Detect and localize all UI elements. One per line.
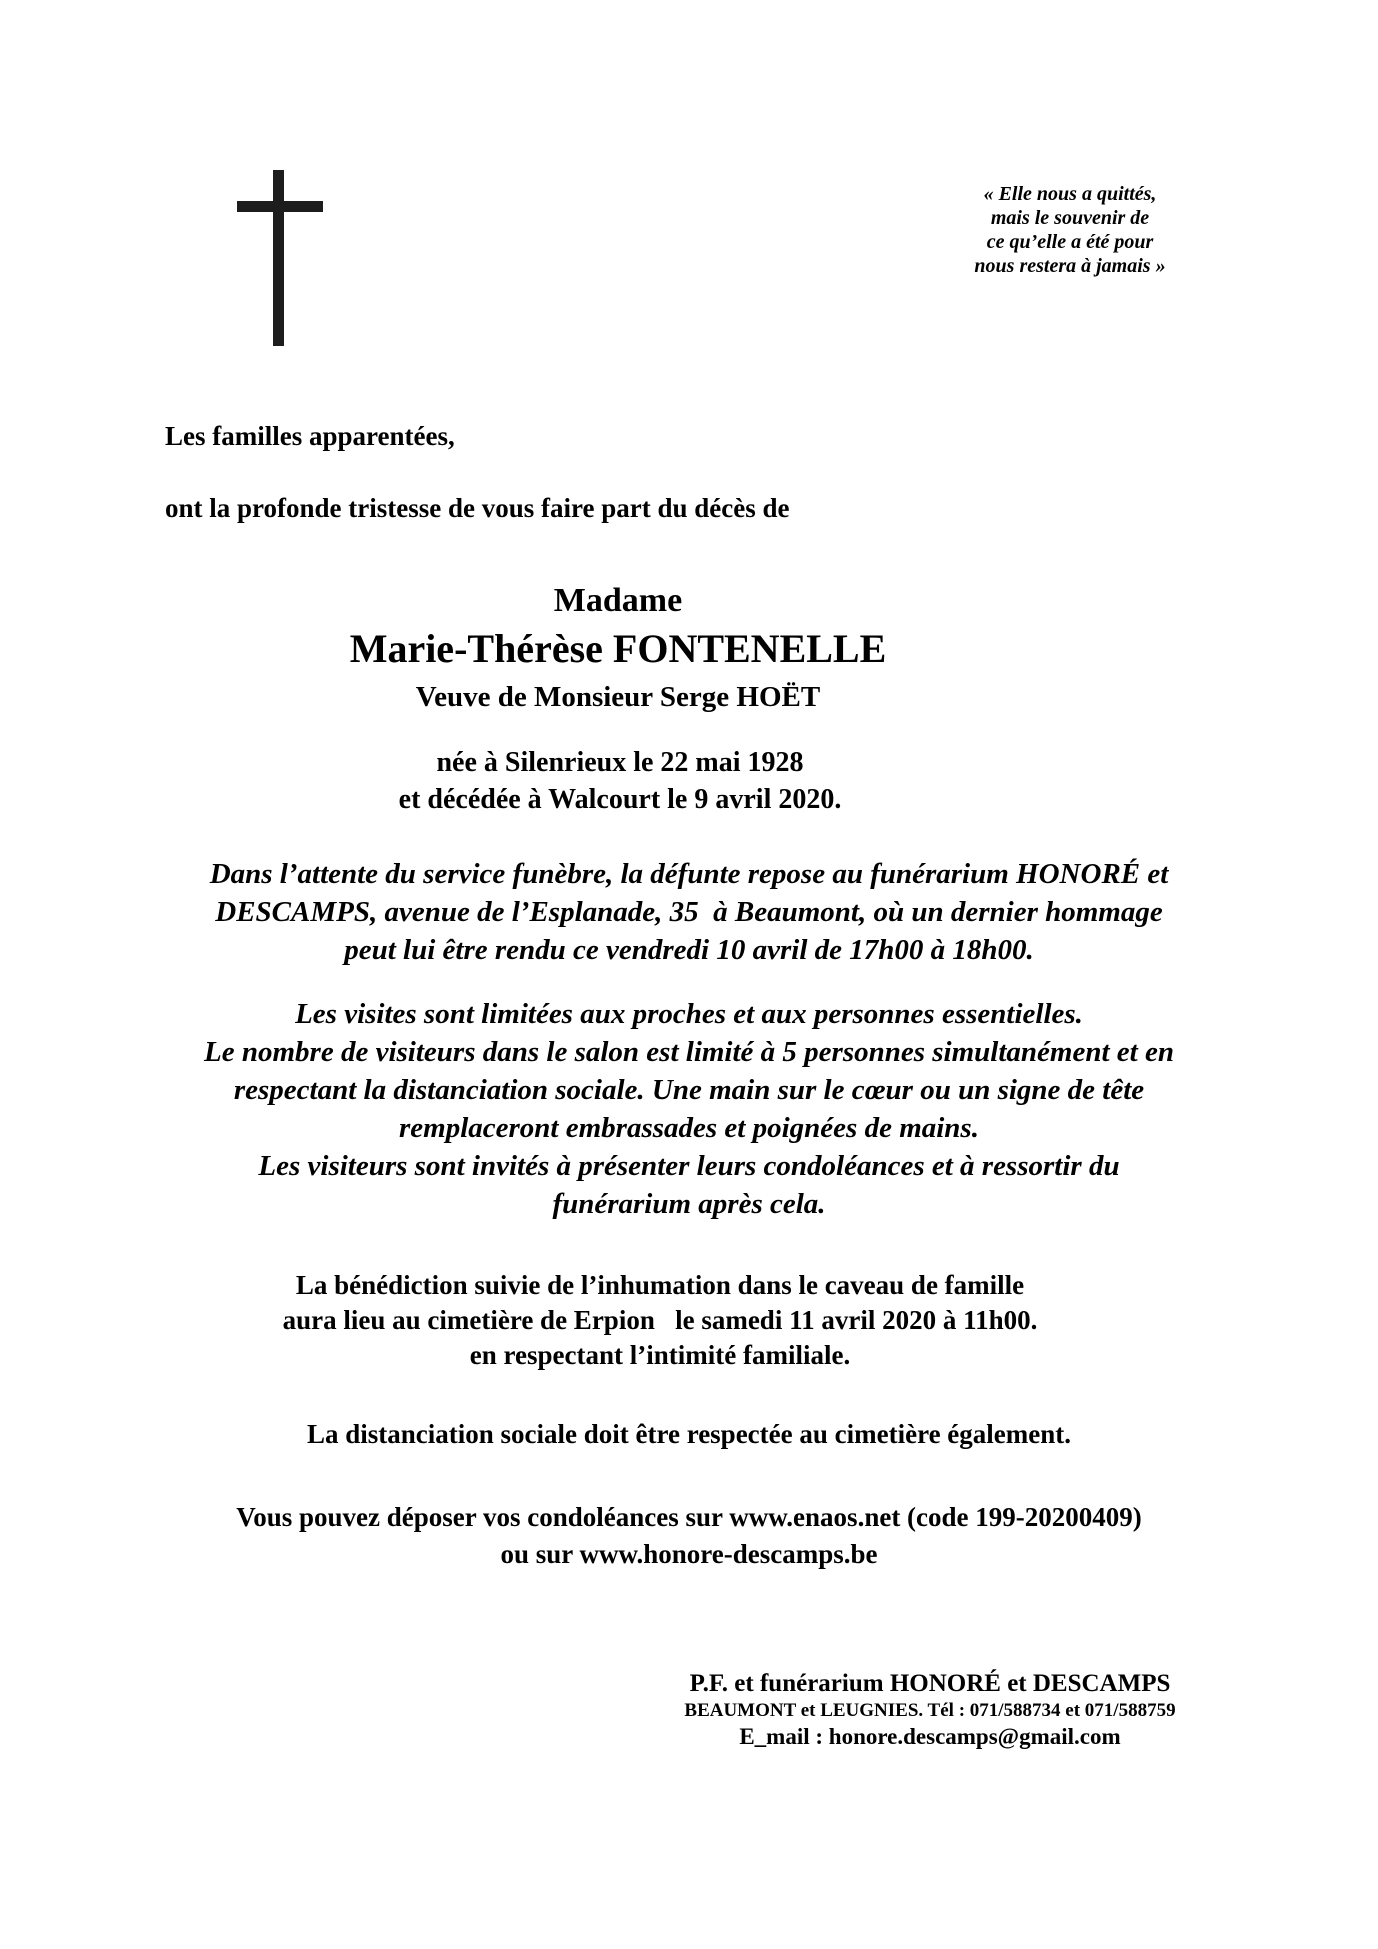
funeral-home-footer: [560, 1668, 1300, 1751]
funerarium-notice: [0, 855, 1378, 969]
notice-line: respectant la distanciation sociale. Une main sur le cœur ou un signe de tête: [233, 1074, 1145, 1106]
notice-line: Les visites sont limitées aux proches et aux personnes essentielles.: [295, 998, 1083, 1030]
notice-line: Le nombre de visiteurs dans le salon est limité à 5 personnes simultanément et en: [204, 1036, 1174, 1068]
ceremony-line: La bénédiction suivie de l’inhumation dans le caveau de famille: [295, 1270, 1025, 1300]
funeral-home-email: E_mail : honore.descamps@gmail.com: [739, 1724, 1121, 1749]
quote-line: ce qu’elle a été pour: [986, 231, 1154, 253]
burial-ceremony-notice: [0, 1268, 1320, 1373]
notice-line: Les visiteurs sont invités à présenter leurs condoléances et à ressortir du: [258, 1150, 1120, 1182]
birth-death-dates: [0, 744, 1240, 818]
epitaph-quote: [935, 182, 1205, 278]
death-line: et décédée à Walcourt le 9 avril 2020.: [398, 784, 842, 815]
deceased-name: Marie-Thérèse FONTENELLE: [349, 626, 887, 671]
deceased-widow-line: Veuve de Monsieur Serge HOËT: [415, 681, 821, 713]
ceremony-line: aura lieu au cimetière de Erpion le samedi 11 avril 2020 à 11h00.: [282, 1305, 1038, 1335]
condolences-line: Vous pouvez déposer vos condoléances sur www.enaos.net (code 199-20200409): [236, 1502, 1142, 1532]
notice-line: Dans l’attente du service funèbre, la défunte repose au funérarium HONORÉ et: [209, 858, 1169, 890]
intro-announcement-line: ont la profonde tristesse de vous faire part du décès de: [165, 493, 790, 523]
visit-restrictions-notice: [0, 995, 1378, 1223]
intro-families-line: Les familles apparentées,: [165, 421, 455, 451]
notice-line: remplaceront embrassades et poignées de mains.: [399, 1112, 979, 1144]
notice-line: DESCAMPS, avenue de l’Esplanade, 35 à Beaumont, où un dernier hommage: [215, 896, 1163, 928]
notice-line: funérarium après cela.: [552, 1188, 826, 1220]
cross-horizontal-bar: [237, 201, 323, 212]
quote-line: « Elle nous a quittés,: [983, 183, 1157, 205]
funeral-home-locations-phone: BEAUMONT et LEUGNIES. Tél : 071/588734 et 071/588759: [684, 1700, 1176, 1721]
quote-line: nous restera à jamais »: [974, 255, 1166, 277]
cross-vertical-bar: [273, 170, 284, 346]
notice-line: peut lui être rendu ce vendredi 10 avril de 17h00 à 18h00.: [344, 934, 1034, 966]
latin-cross-icon: [237, 170, 323, 346]
deceased-name-block: [0, 580, 1236, 718]
birth-line: née à Silenrieux le 22 mai 1928: [436, 747, 804, 778]
deceased-title: Madame: [553, 582, 683, 619]
cemetery-distancing-notice: La distanciation sociale doit être respectée au cimetière également.: [306, 1419, 1072, 1449]
quote-line: mais le souvenir de: [990, 207, 1150, 229]
funeral-home-name: P.F. et funérarium HONORÉ et DESCAMPS: [689, 1670, 1171, 1697]
ceremony-line: en respectant l’intimité familiale.: [469, 1340, 851, 1370]
condolences-notice: [0, 1499, 1378, 1573]
condolences-line: ou sur www.honore-descamps.be: [500, 1539, 878, 1569]
